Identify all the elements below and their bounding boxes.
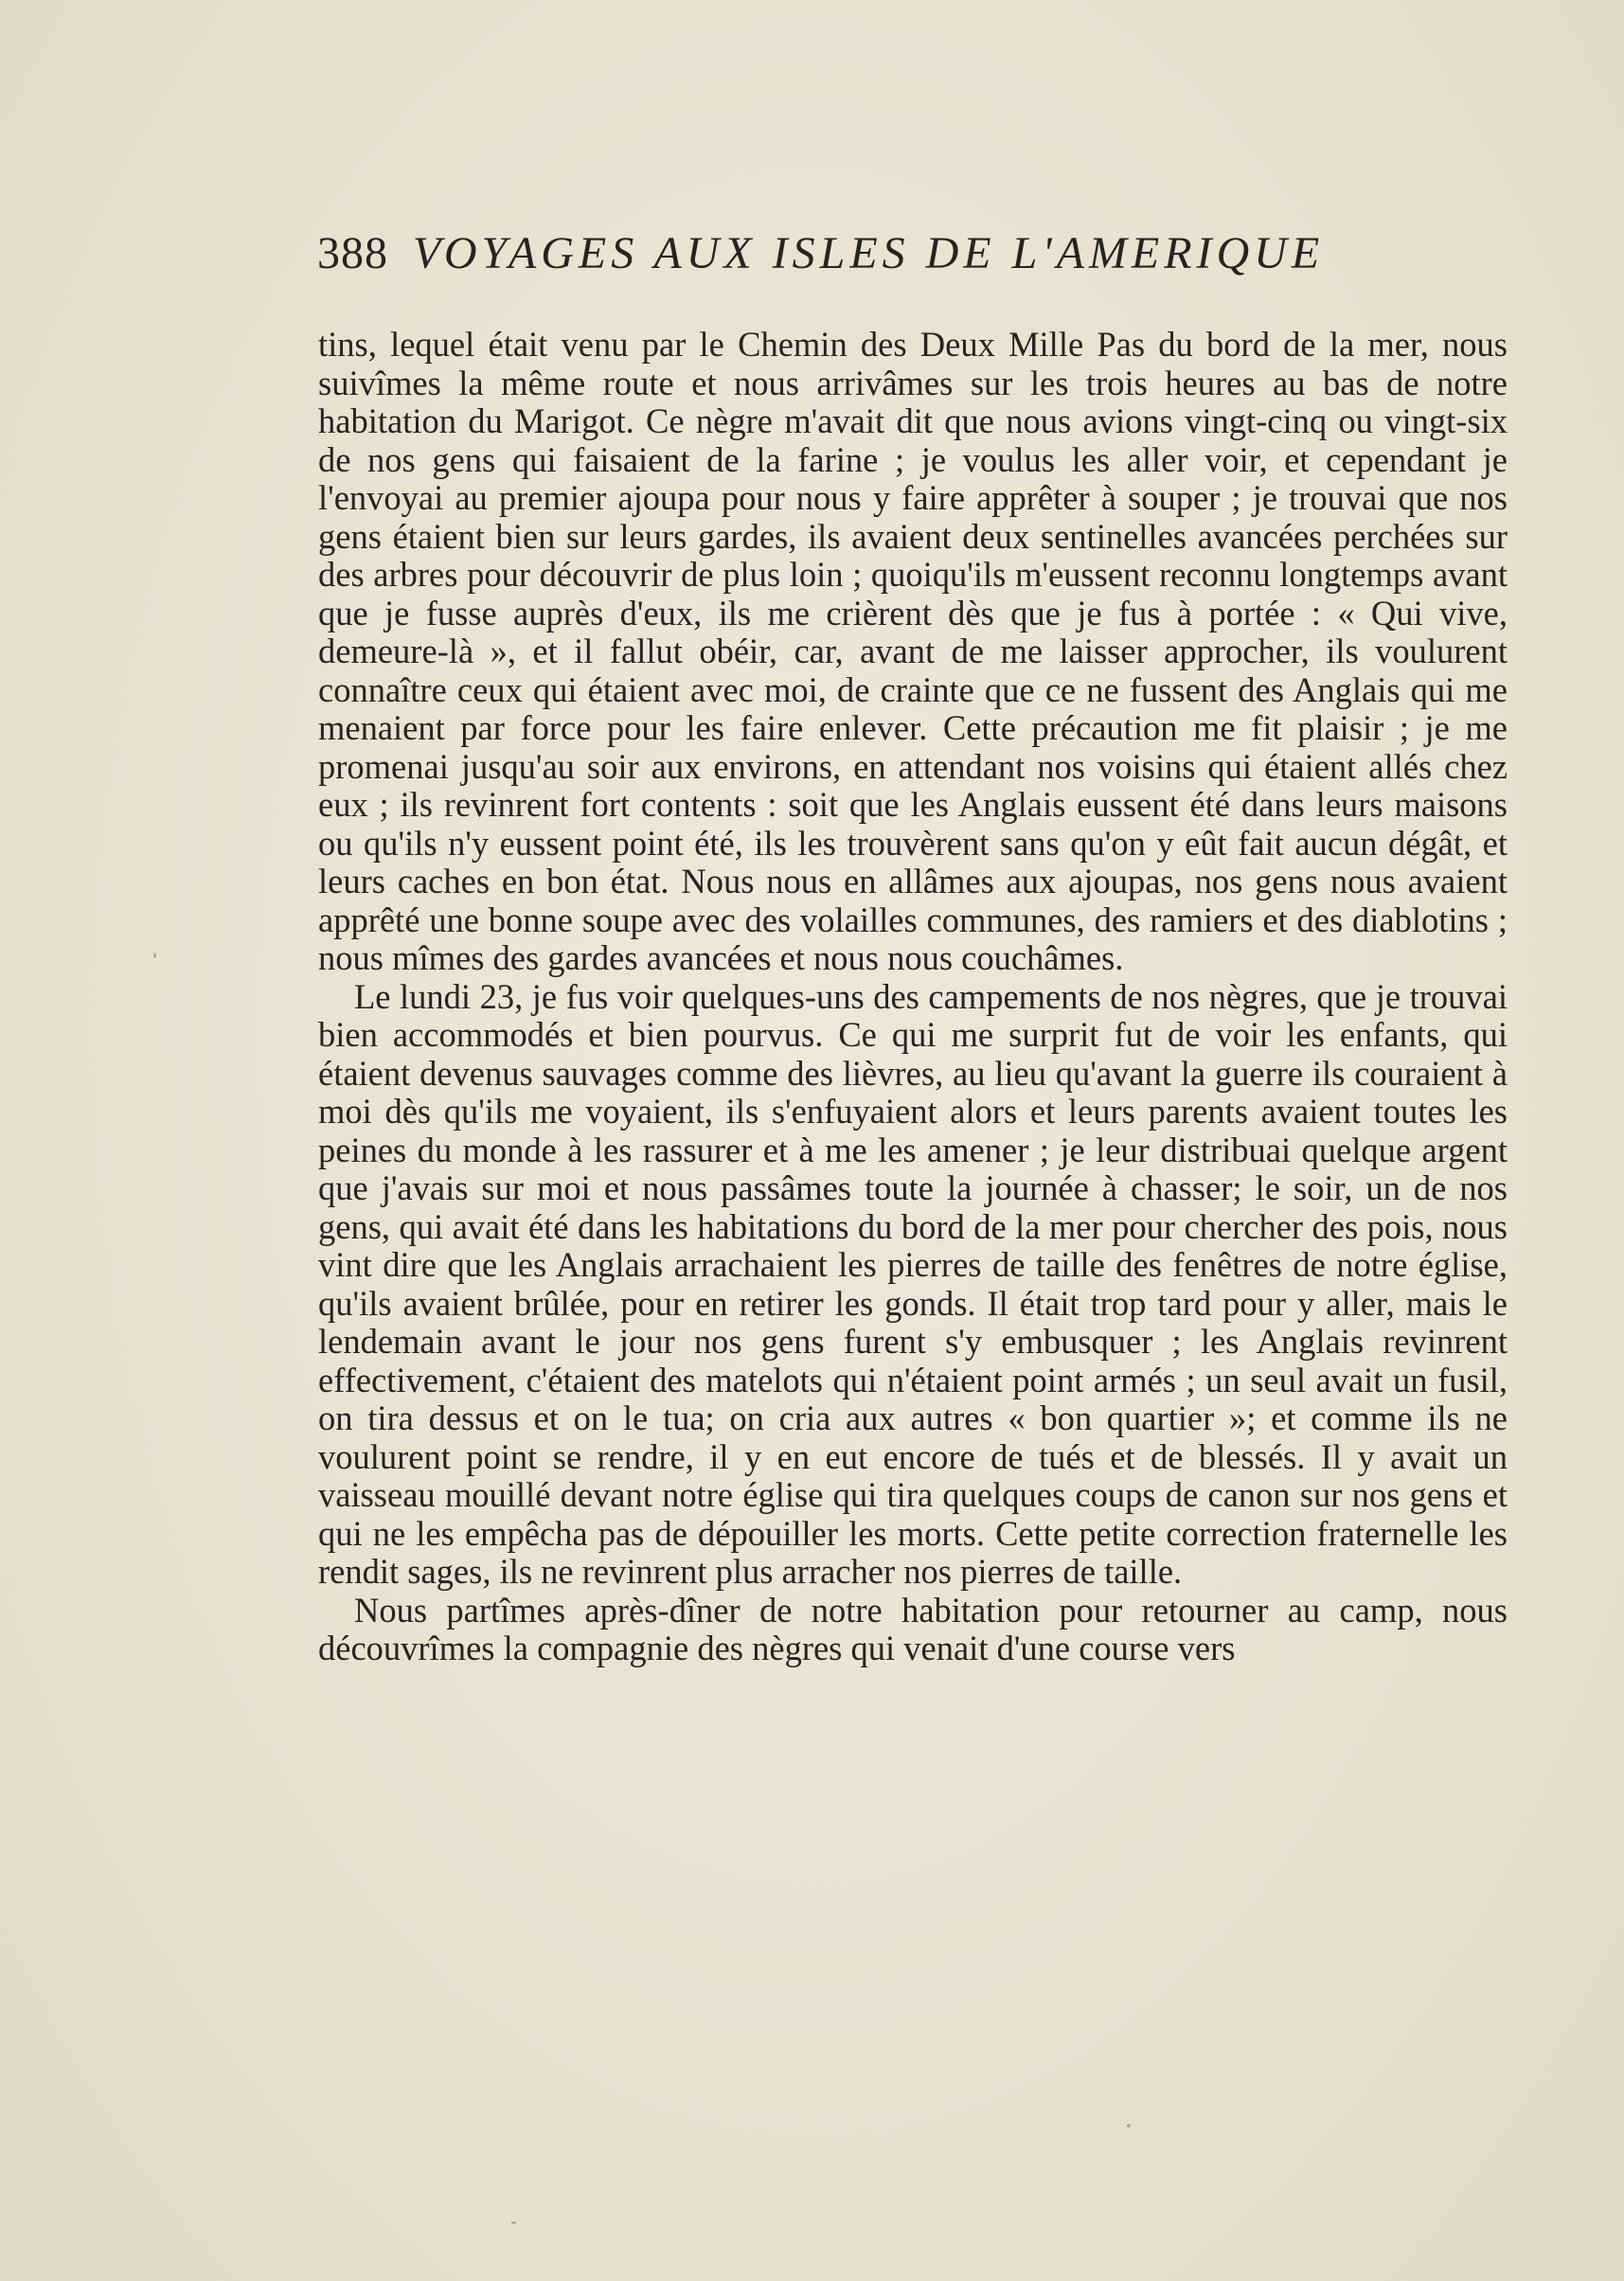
paper-speck (511, 2221, 516, 2224)
book-title: VOYAGES AUX ISLES DE L'AMERIQUE (413, 228, 1325, 278)
paragraph-1: tins, lequel était venu par le Chemin des Deux Mille Pas du bord de la mer, nous suivîmes la même route et nous arrivâmes sur les trois heures au bas de notre habitation du Marigot. Ce nègre m'avait dit que nous avions vingt-cinq ou vingt-six de nos gens qui faisaient de la farine ; je voulus les aller voir, et cependant je l'envoyai au premier ajoupa pour nous y faire apprêter à souper ; je trouvai que nos gens étaient bien sur leurs gardes, ils avaient deux sentinelles avancées perchées sur des arbres pour découvrir de plus loin ; quoiqu'ils m'eussent reconnu longtemps avant que je fusse auprès d'eux, ils me crièrent dès que je fus à portée : « Qui vive, demeure-là », et il fallut obéir, car, avant de me laisser approcher, ils voulurent connaître ceux qui étaient avec moi, de crainte que ce ne fussent des Anglais qui me menaient par force pour les faire enlever. Cette précaution me fit plaisir ; je me promenai jusqu'au soir aux environs, en attendant nos voisins qui étaient allés chez eux ; ils revinrent fort contents : soit que les Anglais eussent été dans leurs maisons ou qu'ils n'y eussent point été, ils les trouvèrent sans qu'on y eût fait aucun dégât, et leurs caches en bon état. Nous nous en allâmes aux ajoupas, nos gens nous avaient apprêté une bonne soupe avec des volailles communes, des ramiers et des diablotins ; nous mîmes des gardes avancées et nous nous couchâmes. (318, 325, 1508, 977)
paper-speck (153, 953, 156, 958)
paper-speck (1127, 2124, 1131, 2128)
paragraph-3: Nous partîmes après-dîner de notre habitation pour retourner au camp, nous découvrîmes la compagnie des nègres qui venait d'une course vers (318, 1590, 1508, 1667)
page-number: 388 (317, 228, 388, 278)
body-text (318, 326, 1508, 1668)
running-head (317, 225, 1510, 282)
paragraph-2: Le lundi 23, je fus voir quelques-uns des campements de nos nègres, que je trouvai bien accommodés et bien pourvus. Ce qui me surprit fut de voir les enfants, qui étaient devenus sauvages comme des lièvres, au lieu qu'avant la guerre ils couraient à moi dès qu'ils me voyaient, ils s'enfuyaient alors et leurs parents avaient toutes les peines du monde à les rassurer et à me les amener ; je leur distribuai quelque argent que j'avais sur moi et nous passâmes toute la journée à chasser; le soir, un de nos gens, qui avait été dans les habitations du bord de la mer pour chercher des pois, nous vint dire que les Anglais arrachaient les pierres de taille des fenêtres de notre église, qu'ils avaient brûlée, pour en retirer les gonds. Il était trop tard pour y aller, mais le lendemain avant le jour nos gens furent s'y embusquer ; les Anglais revinrent effectivement, c'étaient des matelots qui n'étaient point armés ; un seul avait un fusil, on tira dessus et on le tua; on cria aux autres « bon quartier »; et comme ils ne voulurent point se rendre, il y en eut encore de tués et de blessés. Il y avait un vaisseau mouillé devant notre église qui tira quelques coups de canon sur nos gens et qui ne les empêcha pas de dépouiller les morts. Cette petite correction fraternelle les rendit sages, ils ne revinrent plus arracher nos pierres de taille. (318, 976, 1508, 1591)
